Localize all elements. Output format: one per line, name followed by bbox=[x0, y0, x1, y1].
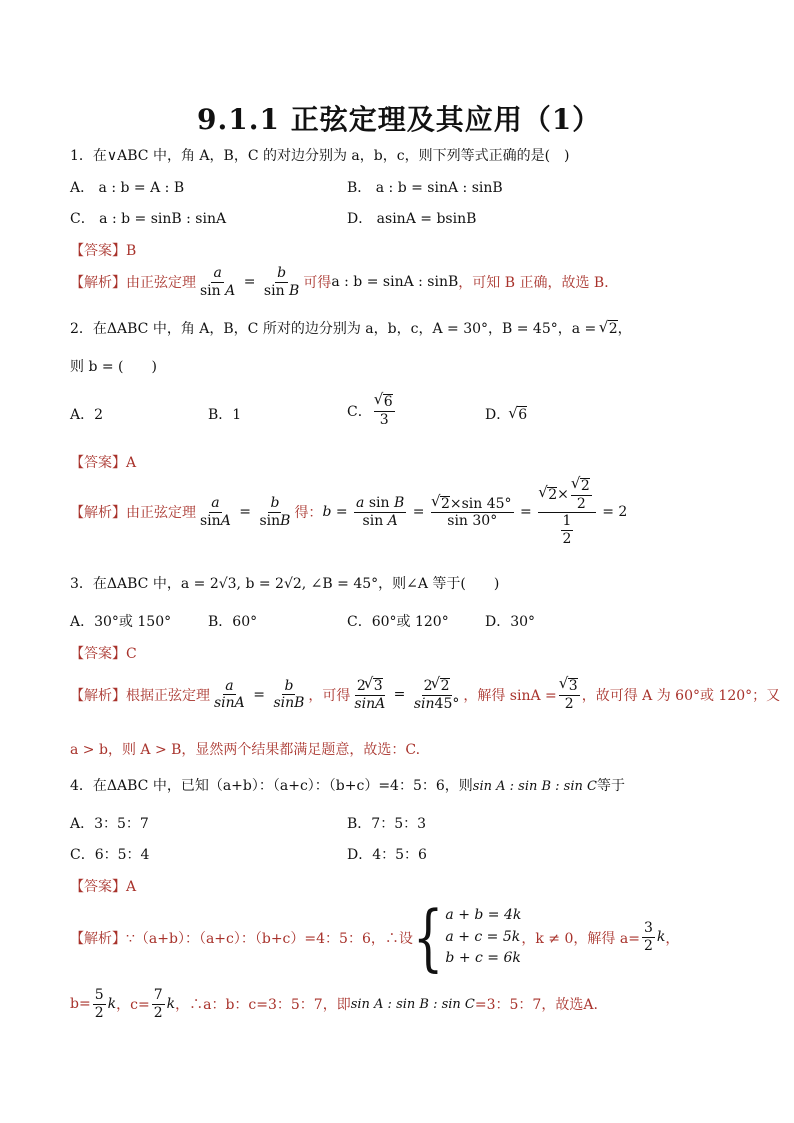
answer-tag: 【答案】 bbox=[70, 879, 126, 895]
q3-option-d: D．30° bbox=[485, 614, 536, 630]
q2-option-c-label: C． bbox=[347, 403, 372, 420]
analysis-mid: ，可得 bbox=[308, 687, 351, 704]
equation-system: { a + b = 4k a + c = 5k b + c = 6k bbox=[412, 895, 522, 980]
analysis-tag: 【解析】 bbox=[70, 275, 126, 292]
q3-option-b: B．60° bbox=[208, 614, 258, 630]
analysis-k: ，k ≠ 0，解得 a= bbox=[521, 930, 640, 947]
answer-value: A bbox=[126, 879, 137, 895]
analysis-lead: ∵（a+b）：（a+c）：（b+c）=4：5：6，∴设 bbox=[126, 930, 413, 947]
q2-option-b: B．1 bbox=[208, 407, 242, 423]
sine-law-formula: $\frac{a}{\sin A}$ = $\frac{b}{\sin B}$ bbox=[200, 495, 291, 529]
sine-law-formula: $\frac{a}{\sin A}$ = $\frac{b}{\sin B}$ bbox=[214, 677, 305, 712]
q4-option-c: C．6：5：4 bbox=[70, 847, 150, 863]
q2-option-a: A．2 bbox=[70, 407, 104, 423]
sqrt-2: √ 2 bbox=[608, 320, 618, 337]
system-eq-3: b + c = 6k bbox=[445, 950, 521, 967]
question-4-stem bbox=[70, 775, 625, 795]
c-value: $\frac{7}{2}$ k bbox=[153, 987, 176, 1021]
q1-option-b: B． a : b = sinA : sinB bbox=[347, 180, 503, 196]
sine-law-formula: $\frac{a}{\text{sin A}}$ = $\frac{b}{\text{sin B}}$ bbox=[200, 265, 300, 299]
system-eq-1: a + b = 4k bbox=[445, 907, 522, 923]
q4-option-a: A．3：5：7 bbox=[70, 816, 149, 832]
analysis-lead: 根据正弦定理 bbox=[126, 687, 210, 704]
result-equals: = 2 bbox=[602, 504, 628, 521]
question-2-line2: 则 b = ( ) bbox=[70, 359, 157, 375]
b-label: b= bbox=[70, 996, 91, 1013]
sin-a-value: √ $\frac{3}{2}$ bbox=[557, 678, 582, 711]
question-2-stem: 2．在ΔABC 中，角 A，B，C 所对的边分别为 a，b，c，A = 30°，B = 45°，a = √ 2， bbox=[70, 318, 632, 338]
q3-option-c: C．60°或 120° bbox=[347, 614, 449, 630]
solve-b-formula: b = $\frac{\text{a sin B}}{\text{sin A}}$ = √ $\frac{2\times\sin 45^\circ}{\sin 30^\circ}$ = √ 2× √ $\frac{2}{2}$ $\frac{1}{2}$ = 2 bbox=[322, 478, 627, 547]
analysis-mid2: ，解得 sinA = bbox=[463, 687, 557, 704]
q2-option-d: D．√ 6 bbox=[485, 404, 527, 424]
question-1-stem: 1．在∨ABC 中，角 A，B，C 的对边分别为 a，b，c，则下列等式正确的是( ) bbox=[70, 148, 570, 164]
q2-option-c: C． √ $\frac{6}{3}$ bbox=[347, 394, 397, 427]
b-value: $\frac{5}{2}$ k bbox=[94, 987, 117, 1021]
analysis-lead: 由正弦定理 bbox=[126, 505, 196, 522]
q1-option-c: C． a : b = sinB : sinA bbox=[70, 211, 227, 227]
analysis-tag: 【解析】 bbox=[70, 930, 126, 947]
q1-answer bbox=[70, 240, 136, 260]
answer-value: B bbox=[126, 243, 137, 259]
q1-analysis bbox=[70, 266, 618, 298]
q3-option-a: A．30°或 150° bbox=[70, 614, 172, 630]
q2-analysis bbox=[70, 478, 627, 547]
q4-stem-tail: 等于 bbox=[596, 778, 625, 794]
answer-tag: 【答案】 bbox=[70, 455, 126, 471]
analysis-lead: 由正弦定理 bbox=[126, 275, 196, 292]
q2-option-d-label: D． bbox=[485, 407, 511, 423]
answer-tag: 【答案】 bbox=[70, 243, 126, 259]
analysis-tag: 【解析】 bbox=[70, 687, 126, 704]
q1-option-a: A． a : b = A : B bbox=[70, 180, 185, 196]
q4-option-d: D．4：5：6 bbox=[347, 847, 427, 863]
c-label: ，c= bbox=[116, 997, 150, 1014]
analysis-de: 得： bbox=[294, 505, 323, 522]
sine-ratio: sin A : sin B : sin C bbox=[350, 996, 475, 1012]
system-eq-2: a + c = 5k bbox=[445, 928, 521, 945]
q4-answer bbox=[70, 876, 136, 896]
analysis-tag: 【解析】 bbox=[70, 505, 126, 522]
q4-stem-ratio: sin A : sin B : sin C bbox=[472, 779, 597, 794]
q3-analysis-line2: a > b，则 A > B，显然两个结果都满足题意，故选：C. bbox=[70, 742, 421, 758]
q4-analysis: 【解析】 ∵（a+b）：（a+c）：（b+c）=4：5：6，∴设 { a + b = 4k a + c = 5k b + c = 6k ，k ≠ 0，解得 a= $\frac{3}{2}$ k ， bbox=[70, 895, 680, 980]
answer-value: A bbox=[126, 455, 137, 471]
substitution-formula: $\frac{2√ 3}{\sin A}$ = $\frac{2√ 2}{\sin 45^\circ}$ bbox=[350, 678, 463, 711]
q4-stem-lead: 4．在ΔABC 中，已知（a+b）：（a+c）：（b+c）=4：5：6，则 bbox=[70, 778, 473, 794]
page-title: 9.1.1 正弦定理及其应用（1） bbox=[197, 103, 602, 136]
analysis-result: a : b = sinA : sinB bbox=[331, 274, 459, 291]
question-3-stem: 3．在ΔABC 中，a = 2√3, b = 2√2, ∠B = 45°，则∠A 等于( ) bbox=[70, 576, 500, 592]
a-value: $\frac{3}{2}$ k bbox=[643, 920, 666, 955]
answer-value: C bbox=[126, 646, 137, 662]
q3-analysis bbox=[70, 678, 780, 711]
answer-tag: 【答案】 bbox=[70, 646, 126, 662]
q2-stem-lead: 2．在ΔABC 中，角 A，B，C 所对的边分别为 a，b，c，A = 30°，B = 45°，a = bbox=[70, 321, 601, 337]
analysis-mid: 可得 bbox=[303, 275, 332, 292]
analysis-tail: ，可知 B 正确，故选 B． bbox=[458, 275, 619, 292]
ratio-mid: ，∴a：b：c=3：5：7，即 bbox=[175, 997, 351, 1014]
analysis-tail: ，故可得 A 为 60°或 120°；又 bbox=[581, 687, 781, 704]
q4-analysis-line2 bbox=[70, 988, 598, 1020]
q2-answer bbox=[70, 452, 136, 472]
q1-option-d: D． asinA = bsinB bbox=[347, 211, 477, 227]
q4-option-b: B．7：5：3 bbox=[347, 816, 427, 832]
q3-answer bbox=[70, 643, 137, 663]
ratio-tail: =3：5：7，故选A. bbox=[474, 997, 598, 1014]
